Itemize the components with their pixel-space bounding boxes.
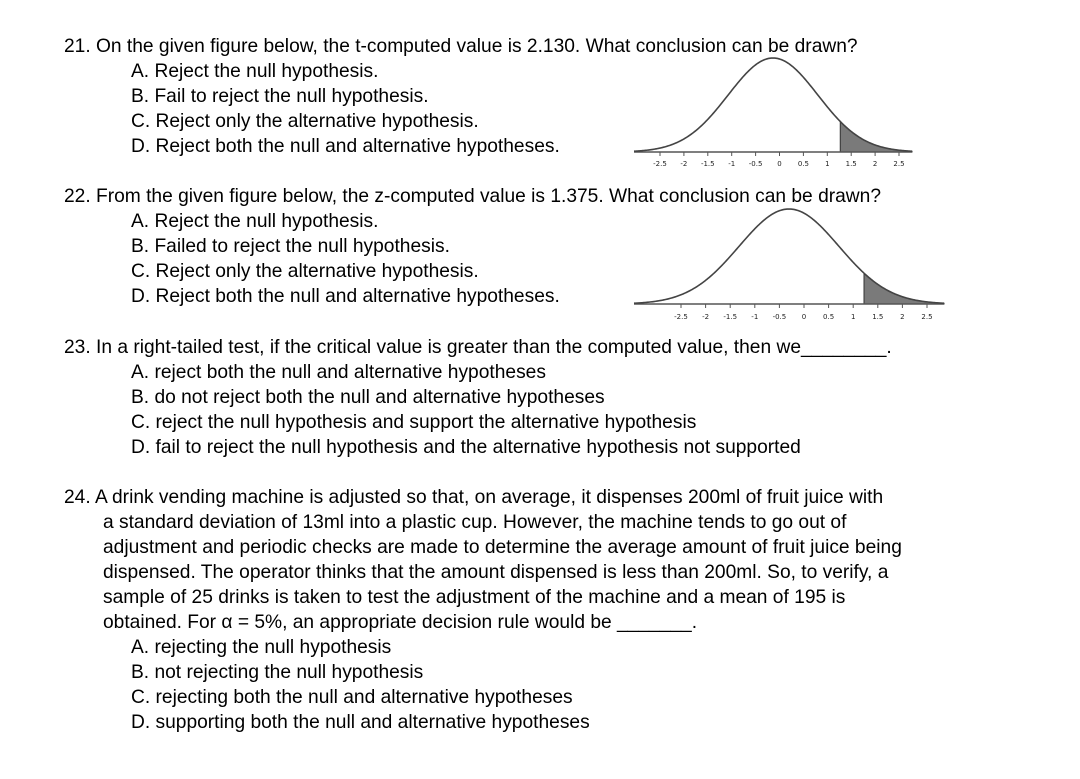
q24-option-c: C. rejecting both the null and alternative hypotheses <box>131 687 573 708</box>
q21-option-b: B. Fail to reject the null hypothesis. <box>131 86 429 107</box>
q21-option-d: D. Reject both the null and alternative hypotheses. <box>131 136 560 157</box>
q23-option-c: C. reject the null hypothesis and support the alternative hypothesis <box>131 412 697 433</box>
q22-option-c: C. Reject only the alternative hypothesis. <box>131 261 479 282</box>
q24-option-d: D. supporting both the null and alternative hypotheses <box>131 712 590 733</box>
question-23-text: 23. In a right-tailed test, if the critical value is greater than the computed value, then we________. <box>64 337 892 358</box>
q23-option-d: D. fail to reject the null hypothesis and the alternative hypothesis not supported <box>131 437 801 458</box>
question-24-text-line-6: obtained. For α = 5%, an appropriate decision rule would be _______. <box>103 612 698 633</box>
question-24-text-line-2: a standard deviation of 13ml into a plastic cup. However, the machine tends to go out of <box>103 512 847 533</box>
axis-tick-label: 2.5 <box>921 313 933 321</box>
axis-tick-label: 1 <box>825 160 830 168</box>
q21-option-c: C. Reject only the alternative hypothesis. <box>131 111 479 132</box>
axis-tick-label: -1 <box>728 160 736 168</box>
q22-option-d: D. Reject both the null and alternative hypotheses. <box>131 286 560 307</box>
axis-tick-label: 0 <box>801 313 807 321</box>
axis-tick-label: 0 <box>777 160 782 168</box>
q22-option-b: B. Failed to reject the null hypothesis. <box>131 236 450 257</box>
question-24-text-line-3: adjustment and periodic checks are made to determine the average amount of fruit juice being <box>103 537 902 558</box>
question-22-text: 22. From the given figure below, the z-computed value is 1.375. What conclusion can be drawn? <box>64 186 881 207</box>
question-24-text-line-1: 24. A drink vending machine is adjusted so that, on average, it dispenses 200ml of fruit juice with <box>64 487 884 508</box>
axis-tick-label: -2 <box>702 313 710 321</box>
bell-curve <box>634 209 944 303</box>
axis-tick-label: 1.5 <box>872 313 884 321</box>
q23-option-a: A. reject both the null and alternative hypotheses <box>131 362 546 383</box>
shaded-rejection-region <box>864 273 944 304</box>
axis-tick-label: 2 <box>872 160 878 168</box>
axis-tick-label: -2.5 <box>674 313 688 321</box>
axis-tick-label: -1 <box>751 313 759 321</box>
q23-option-b: B. do not reject both the null and alternative hypotheses <box>131 387 605 408</box>
axis-tick-label: 1 <box>850 313 856 321</box>
axis-tick-label: -0.5 <box>748 160 763 168</box>
question-24-text-line-4: dispensed. The operator thinks that the amount dispensed is less than 200ml. So, to verify, a <box>103 562 889 583</box>
axis-tick-label: 2 <box>900 313 905 321</box>
axis-tick-label: 0.5 <box>823 313 835 321</box>
axis-tick-label: 2.5 <box>893 160 905 168</box>
q24-option-b: B. not rejecting the null hypothesis <box>131 662 424 683</box>
axis-tick-label: -2.5 <box>653 160 667 168</box>
question-21-text: 21. On the given figure below, the t-computed value is 2.130. What conclusion can be drawn? <box>64 36 858 57</box>
axis-tick-label: -0.5 <box>772 313 787 321</box>
q24-option-a: A. rejecting the null hypothesis <box>131 637 392 658</box>
question-24-text-line-5: sample of 25 drinks is taken to test the adjustment of the machine and a mean of 195 is <box>103 587 846 608</box>
axis-tick-label: -1.5 <box>723 313 738 321</box>
q22-option-a: A. Reject the null hypothesis. <box>131 211 379 232</box>
axis-tick-label: 0.5 <box>797 160 809 168</box>
axis-tick-label: -2 <box>680 160 688 168</box>
axis-tick-label: -1.5 <box>700 160 715 168</box>
q21-option-a: A. Reject the null hypothesis. <box>131 61 379 82</box>
axis-tick-label: 1.5 <box>845 160 857 168</box>
